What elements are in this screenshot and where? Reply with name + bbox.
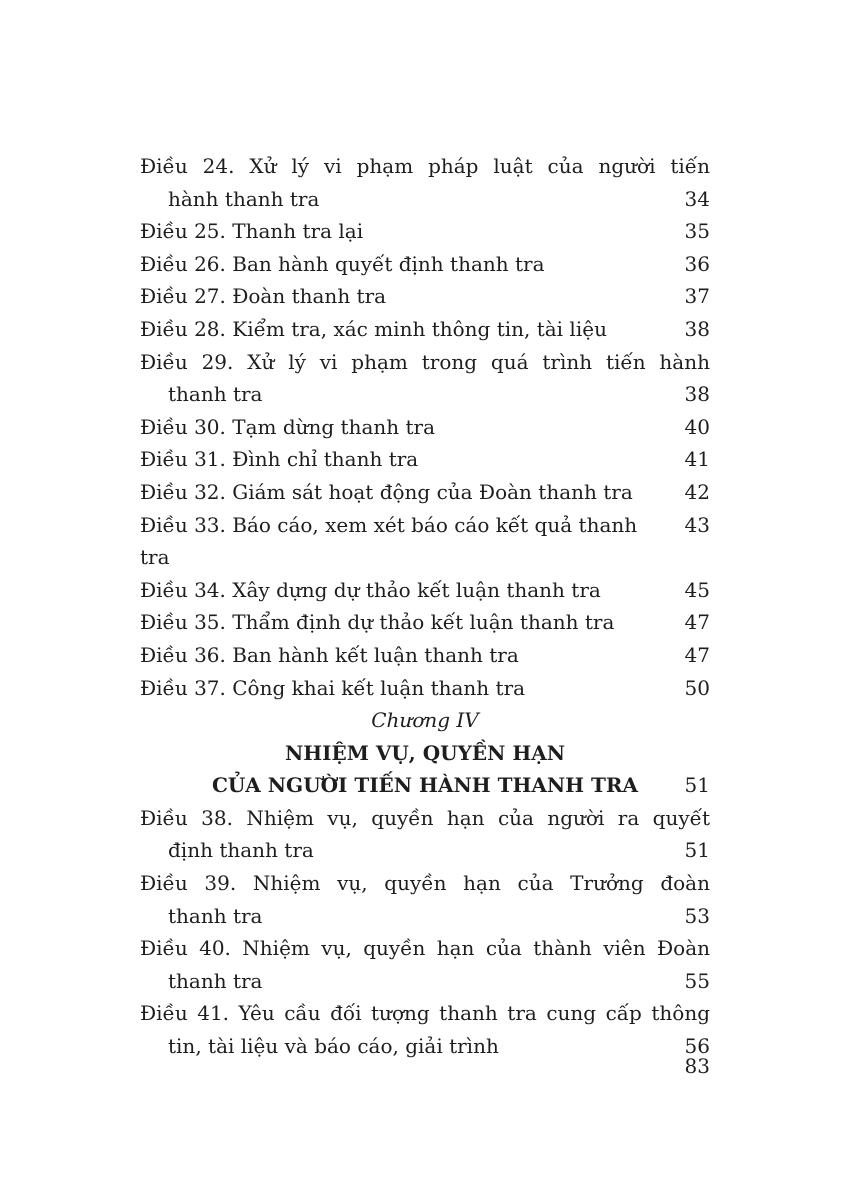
chapter-title-text: CỦA NGƯỜI TIẾN HÀNH THANH TRA	[211, 773, 639, 798]
toc-entry-line	[140, 1030, 710, 1063]
toc-entry-line	[140, 574, 710, 607]
toc-entry-line	[140, 509, 710, 574]
chapter-title-line	[140, 737, 710, 770]
toc-entry-line	[140, 476, 710, 509]
toc-page-number: 41	[684, 447, 710, 472]
toc-entry-line	[140, 215, 710, 248]
toc-entry-line: Điều 29. Xử lý vi phạm trong quá trình tiến hành	[140, 349, 710, 374]
toc-entry-text: thanh tra	[168, 382, 263, 407]
toc-page-number: 51	[684, 773, 710, 798]
toc-page-number: 55	[684, 968, 710, 993]
toc-page-number: 47	[684, 642, 710, 667]
toc-page-number: 37	[684, 284, 710, 309]
toc-page-number: 40	[684, 414, 710, 439]
toc-entry-line	[140, 411, 710, 444]
toc-entry-line	[140, 313, 710, 346]
toc-entry-line	[140, 183, 710, 216]
toc-entry-line	[140, 834, 710, 867]
toc-page-number: 34	[684, 186, 710, 211]
toc-entry-text: Điều 36. Ban hành kết luận thanh tra	[140, 642, 519, 667]
toc-page-number: 53	[684, 903, 710, 928]
chapter-title-text: NHIỆM VỤ, QUYỀN HẠN	[284, 740, 566, 765]
toc-entry-text: tin, tài liệu và báo cáo, giải trình	[168, 1034, 499, 1059]
toc-page-number: 38	[684, 316, 710, 341]
toc-entry-text: định thanh tra	[168, 838, 314, 863]
toc-entry-text: Điều 27. Đoàn thanh tra	[140, 284, 387, 309]
toc-entry-text: Điều 30. Tạm dừng thanh tra	[140, 414, 436, 439]
toc-entry-text: thanh tra	[168, 903, 263, 928]
toc-entry-text: Điều 32. Giám sát hoạt động của Đoàn thanh tra	[140, 479, 633, 504]
toc-page-number: 45	[684, 577, 710, 602]
toc-page-number: 36	[684, 251, 710, 276]
toc-entry-line: Điều 41. Yêu cầu đối tượng thanh tra cung cấp thông	[140, 1001, 710, 1026]
toc-page-number: 43	[684, 512, 710, 537]
toc-entry-line	[140, 248, 710, 281]
toc-entry-text: Điều 34. Xây dựng dự thảo kết luận thanh tra	[140, 577, 601, 602]
toc-entry-line: Điều 39. Nhiệm vụ, quyền hạn của Trưởng đoàn	[140, 871, 710, 896]
folio-page-number: 83	[684, 1054, 710, 1078]
toc-entry-line: Điều 40. Nhiệm vụ, quyền hạn của thành viên Đoàn	[140, 936, 710, 961]
toc-entry-line	[140, 443, 710, 476]
toc-entry-text: Điều 25. Thanh tra lại	[140, 219, 364, 244]
toc-entry-text: Điều 35. Thẩm định dự thảo kết luận thanh tra	[140, 610, 615, 635]
toc-entry-text: Điều 31. Đình chỉ thanh tra	[140, 447, 419, 472]
toc-page-number: 51	[684, 838, 710, 863]
toc-page-number: 42	[684, 479, 710, 504]
toc-entry-line	[140, 965, 710, 998]
toc-entry-line: Điều 24. Xử lý vi phạm pháp luật của người tiến	[140, 154, 710, 178]
toc-entry-line	[140, 900, 710, 933]
toc-page-number: 38	[684, 382, 710, 407]
toc-entry-text: Điều 33. Báo cáo, xem xét báo cáo kết quả thanh tra	[140, 512, 638, 570]
toc-entry-line	[140, 606, 710, 639]
toc-page-number: 35	[684, 219, 710, 244]
toc-entry-line	[140, 639, 710, 672]
toc-entry-line	[140, 672, 710, 705]
chapter-label: Chương IV	[371, 708, 479, 733]
toc-entry-line	[140, 378, 710, 411]
chapter-title-line	[140, 769, 710, 802]
toc-entry-text: Điều 37. Công khai kết luận thanh tra	[140, 675, 526, 700]
toc-entry-text: thanh tra	[168, 968, 263, 993]
toc-entry-text: Điều 26. Ban hành quyết định thanh tra	[140, 251, 545, 276]
toc-entry-text: Điều 28. Kiểm tra, xác minh thông tin, tài liệu	[140, 316, 607, 341]
toc-page-number: 56	[684, 1034, 710, 1059]
toc-entry-line	[140, 280, 710, 313]
toc-list	[140, 150, 710, 1063]
toc-entry-line: Điều 38. Nhiệm vụ, quyền hạn của người ra quyết	[140, 805, 710, 830]
toc-page-number: 47	[684, 610, 710, 635]
toc-entry-text: hành thanh tra	[168, 186, 320, 211]
toc-page-number: 50	[684, 675, 710, 700]
